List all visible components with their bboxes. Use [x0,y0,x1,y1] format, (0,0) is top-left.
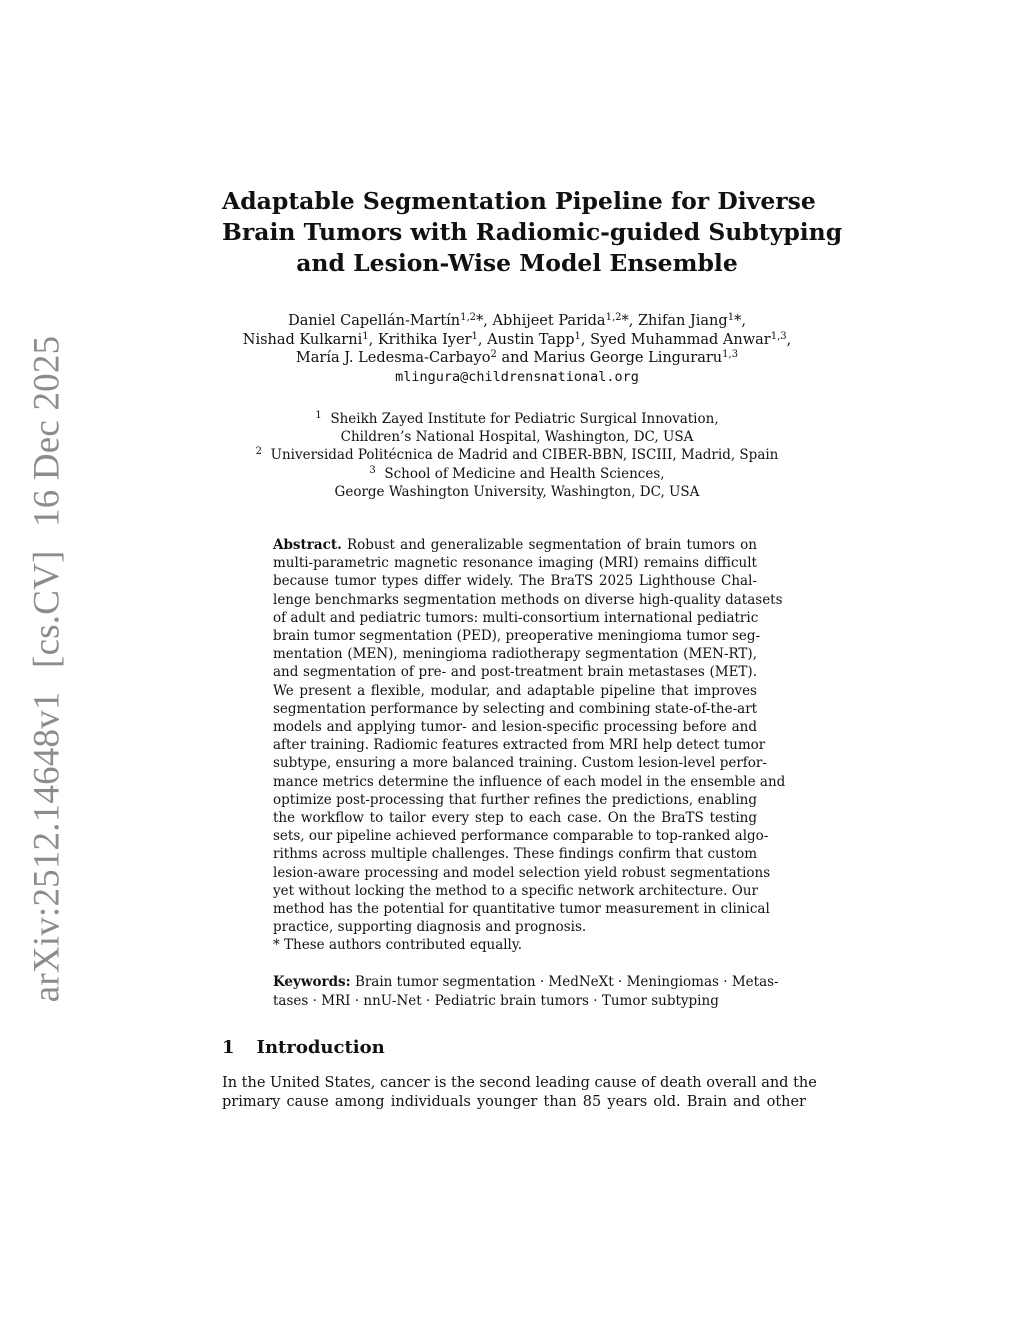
arxiv-identifier-stamp [26,322,69,1003]
affiliation-1-line-1 [222,410,812,428]
author-affil-sup: 1 [362,330,369,342]
arxiv-category: [cs.CV] [26,550,68,668]
affiliation-number: 1 [315,410,322,421]
keywords-heading: Keywords: [273,974,351,990]
abstract-line: We present a flexible, modular, and adaptable pipeline that improves [273,682,757,699]
abstract-line: after training. Radiomic features extracted from MRI help detect tumor [273,737,766,754]
author-name: Nishad Kulkarni [242,331,363,348]
author-list [222,312,812,386]
author-name: Zhifan Jiang [637,313,728,329]
affiliation-3-line-1 [222,465,812,483]
affiliation-text: Universidad Politécnica de Madrid and CIBER-BBN, ISCIII, Madrid, Spain [270,447,779,464]
keywords-line [273,973,779,992]
abstract-line: mentation (MEN), meningioma radiotherapy segmentation (MEN-RT), [273,646,757,663]
author-line-3 [222,349,812,368]
author-affil-sup: 1 [574,330,581,342]
title-line: Adaptable Segmentation Pipeline for Diverse [222,187,816,215]
affiliation-number: 2 [255,446,262,458]
arxiv-id: arXiv:2512.14648v1 [26,691,68,1003]
abstract-line: multi-parametric magnetic resonance imaging (MRI) remains difficult [273,555,757,572]
section-heading [222,1037,385,1058]
author-name: Daniel Capellán-Martín [288,313,461,329]
affiliation-2-line-1 [222,446,812,464]
affiliation-text: Sheikh Zayed Institute for Pediatric Surgical Innovation, [330,411,719,427]
author-affil-sup: 2 [490,349,497,360]
author-affil-sup: 1 [471,330,478,342]
author-line-1: Daniel Capellán-Martín$^{1,2}$*, Abhijeet Parida$^{1,2}$*, Zhifan Jiang$^1$*, [288,312,746,329]
affiliation-3-line-2: George Washington University, Washington, DC, USA [334,483,700,500]
abstract-line: optimize post-processing that further refines the predictions, enabling [273,791,757,808]
abstract-line: subtype, ensuring a more balanced training. Custom lesion-level perfor- [273,755,767,772]
abstract-line: models and applying tumor- and lesion-specific processing before and [273,719,757,736]
section-title: Introduction [256,1037,385,1058]
affiliations [222,410,812,501]
author-name: Krithika Iyer [377,331,472,348]
equal-contribution-star: * [476,313,484,329]
title-line: and Lesion-Wise Model Ensemble [296,249,738,277]
abstract-line: brain tumor segmentation (PED), preoperative meningioma tumor seg- [273,628,761,645]
title-line: Brain Tumors with Radiomic-guided Subtyping [222,218,843,246]
abstract-line: lenge benchmarks segmentation methods on diverse high-quality datasets [273,591,783,608]
abstract-line: because tumor types differ widely. The BraTS 2025 Lighthouse Chal- [273,573,757,590]
abstract-line: segmentation performance by selecting and combining state-of-the-art [273,700,758,717]
keywords-text: Brain tumor segmentation · MedNeXt · Meningiomas · Metas- [354,974,779,990]
paper-title [222,186,843,279]
abstract-line: method has the potential for quantitative tumor measurement in clinical [273,901,770,918]
body-line: primary cause among individuals younger than 85 years old. Brain and other [222,1094,806,1110]
abstract-line: of adult and pediatric tumors: multi-consortium international pediatric [273,609,759,626]
introduction-text [222,1074,817,1112]
abstract-line [273,536,757,554]
author-name: Syed Muhammad Anwar [590,331,771,348]
abstract-line: the workflow to tailor every step to each case. On the BraTS testing [273,810,757,827]
equal-contribution-star: * [734,313,742,329]
abstract-line: and segmentation of pre- and post-treatment brain metastases (MET). [273,664,757,681]
author-affil-sup: 1 [727,312,735,323]
author-affil-sup: 1,2 [460,312,477,323]
abstract-line: practice, supporting diagnosis and prognosis. [273,919,587,936]
corresponding-email[interactable]: mlingura@childrensnational.org [395,368,639,385]
affiliation-number: 3 [369,464,376,476]
abstract [273,536,786,955]
body-line: In the United States, cancer is the second leading cause of death overall and the [222,1075,817,1091]
author-name: Abhijeet Parida [492,313,606,329]
abstract-line: mance metrics determine the influence of each model in the ensemble and [273,773,786,790]
section-number: 1 [222,1037,235,1058]
keywords [273,973,779,1010]
keywords-line: tases · MRI · nnU-Net · Pediatric brain tumors · Tumor subtyping [273,992,719,1009]
affiliation-1-line-2: Children’s National Hospital, Washington, DC, USA [340,429,694,446]
abstract-line: rithms across multiple challenges. These findings confirm that custom [273,846,757,863]
equal-contribution-note: * These authors contributed equally. [273,937,522,954]
author-name: Austin Tapp [487,331,575,348]
author-name: María J. Ledesma-Carbayo [295,350,491,366]
author-name: Marius George Linguraru [533,350,723,366]
abstract-line: yet without locking the method to a specific network architecture. Our [273,882,758,899]
author-affil-sup: 1,3 [770,330,787,342]
author-line-2: Nishad Kulkarni$^1$, Krithika Iyer$^1$, Austin Tapp$^1$, Syed Muhammad Anwar$^{1,3}$, [242,330,792,348]
abstract-line-text: Robust and generalizable segmentation of brain tumors on [346,537,757,553]
author-line-email [222,368,812,387]
author-affil-sup: 1,3 [722,349,739,360]
abstract-line: sets, our pipeline achieved performance comparable to top-ranked algo- [273,828,769,845]
author-conjunction: and [501,350,529,366]
author-affil-sup: 1,2 [605,312,622,323]
arxiv-date: 16 Dec 2025 [26,335,68,527]
abstract-line: lesion-aware processing and model selection yield robust segmentations [273,864,771,881]
affiliation-text: School of Medicine and Health Sciences, [384,465,665,482]
equal-contribution-star: * [621,313,629,329]
abstract-heading: Abstract. [273,537,342,553]
